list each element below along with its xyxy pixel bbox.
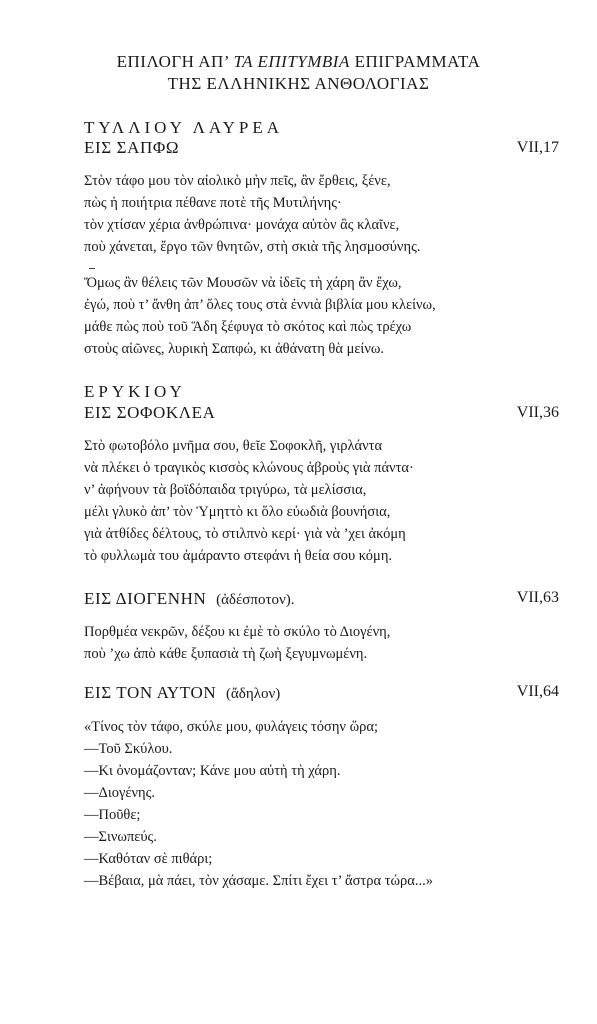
- epigram-heading: ΕΙΣ ΔΙΟΓΕΝΗΝ (ἀδέσποτον).: [84, 589, 295, 608]
- print-mark: [89, 268, 95, 269]
- verse-line: μάθε πὼς ποὺ τοῦ Ἅδη ξέφυγα τὸ σκότος καὶ πὼς τρέχω: [84, 319, 412, 335]
- verse-line: ἐγώ, ποὺ τ’ ἄνθη ἀπ’ ὅλες τους στὰ ἐννιὰ βιβλία μου κλείνω,: [84, 297, 436, 313]
- anthology-reference: VII,17: [516, 139, 559, 156]
- epigram-heading: ΕΙΣ ΣΟΦΟΚΛΕΑ: [84, 403, 216, 422]
- verse-line: ποὺ χάνεται, ἔργο τῶν θνητῶν, στὴ σκιὰ τῆς λησμοσύνης.: [84, 239, 421, 255]
- verse-line: «Τίνος τὸν τάφο, σκύλε μου, φυλάγεις τόσην ὥρα;: [84, 719, 378, 735]
- author-name: ΤΥΛΛΙΟΥ ΛΑΥΡΕΑ: [84, 118, 283, 137]
- verse-line: Πορθμέα νεκρῶν, δέξου κι ἐμὲ τὸ σκύλο τὸ Διογένη,: [84, 624, 391, 640]
- epigram-stanza: [84, 716, 433, 892]
- verse-line: —Καθόταν σὲ πιθάρι;: [84, 851, 213, 867]
- verse-line: Στὸν τάφο μου τὸν αἰολικὸ μὴν πεῖς, ἂν ἔρθεις, ξένε,: [84, 173, 391, 189]
- verse-line: ν’ ἀφήνουν τὰ βοϊδόπαιδα τριγύρω, τὰ μελίσσια,: [84, 482, 367, 498]
- verse-line: γιὰ ἀτθίδες δέλτους, τὸ στιλπνὸ κερί· γιὰ νὰ ’χει ἀκόμη: [84, 526, 406, 542]
- anthology-reference: VII,64: [516, 683, 559, 700]
- verse-line: —Ποῦθε;: [84, 807, 141, 823]
- heading-note: (ἀδέσποτον).: [216, 592, 295, 608]
- verse-line: στοὺς αἰῶνες, λυρικὴ Σαπφώ, κι ἀθάνατη θὰ μείνω.: [84, 341, 385, 357]
- page-title-line-2: ΤΗΣ ΕΛΛΗΝΙΚΗΣ ΑΝΘΟΛΟΓΙΑΣ: [167, 74, 430, 93]
- heading-note: (ἄδηλον): [225, 686, 281, 702]
- verse-line: —Κι ὀνομάζονταν; Κάνε μου αὐτὴ τὴ χάρη.: [84, 763, 341, 779]
- epigram-stanza: [84, 170, 420, 258]
- verse-line: —Τοῦ Σκύλου.: [84, 741, 173, 757]
- verse-line: —Βέβαια, μὰ πάει, τὸν χάσαμε. Σπίτι ἔχει τ’ ἄστρα τώρα...»: [84, 873, 434, 889]
- verse-line: τὸν χτίσαν χέρια ἀνθρώπινα· μονάχα αὐτὸν ἂς κλαῖνε,: [84, 217, 400, 233]
- author-name: ΕΡΥΚΙΟΥ: [84, 382, 186, 401]
- verse-line: Στὸ φωτοβόλο μνῆμα σου, θεῖε Σοφοκλῆ, γιρλάντα: [84, 438, 383, 454]
- epigram-heading: ΕΙΣ ΤΟΝ ΑΥΤΟΝ (ἄδηλον): [84, 683, 281, 702]
- epigram-stanza: [84, 272, 436, 360]
- verse-line: τὸ φυλλωμὰ του ἀμάραντο στεφάνι ἡ θεία σου κόμη.: [84, 548, 393, 564]
- verse-line: νὰ πλέκει ὁ τραγικὸς κισσὸς κλώνους ἁβροὺς γιὰ πάντα·: [84, 460, 414, 476]
- anthology-reference: VII,36: [516, 404, 559, 421]
- verse-line: —Διογένης.: [84, 785, 155, 801]
- verse-line: Ὅμως ἂν θέλεις τῶν Μουσῶν νὰ ἰδεῖς τὴ χάρη ἂν ἔχω,: [84, 275, 402, 291]
- epigram-stanza: [84, 621, 390, 665]
- epigram-stanza: [84, 435, 414, 567]
- title-italic: ΤΑ ΕΠΙΤΥΜΒΙΑ: [233, 52, 350, 71]
- verse-line: μέλι γλυκὸ ἀπ’ τὸν Ὑμηττὸ κι ὅλο εὐωδιὰ βουνήσια,: [84, 504, 391, 520]
- anthology-reference: VII,63: [516, 589, 559, 606]
- epigram-heading: ΕΙΣ ΣΑΠΦΩ: [84, 138, 180, 157]
- verse-line: ποὺ ’χω ἀπὸ κάθε ξυπασιὰ τὴ ζωὴ ξεγυμνωμένη.: [84, 646, 368, 662]
- page-title-line-1: ΕΠΙΛΟΓΗ ΑΠ’ ΤΑ ΕΠΙΤΥΜΒΙΑ ΕΠΙΓΡΑΜΜΑΤΑ: [116, 52, 481, 71]
- verse-line: —Σινωπεύς.: [84, 829, 157, 845]
- verse-line: πὼς ἡ ποιήτρια πέθανε ποτὲ τῆς Μυτιλήνης·: [84, 195, 342, 211]
